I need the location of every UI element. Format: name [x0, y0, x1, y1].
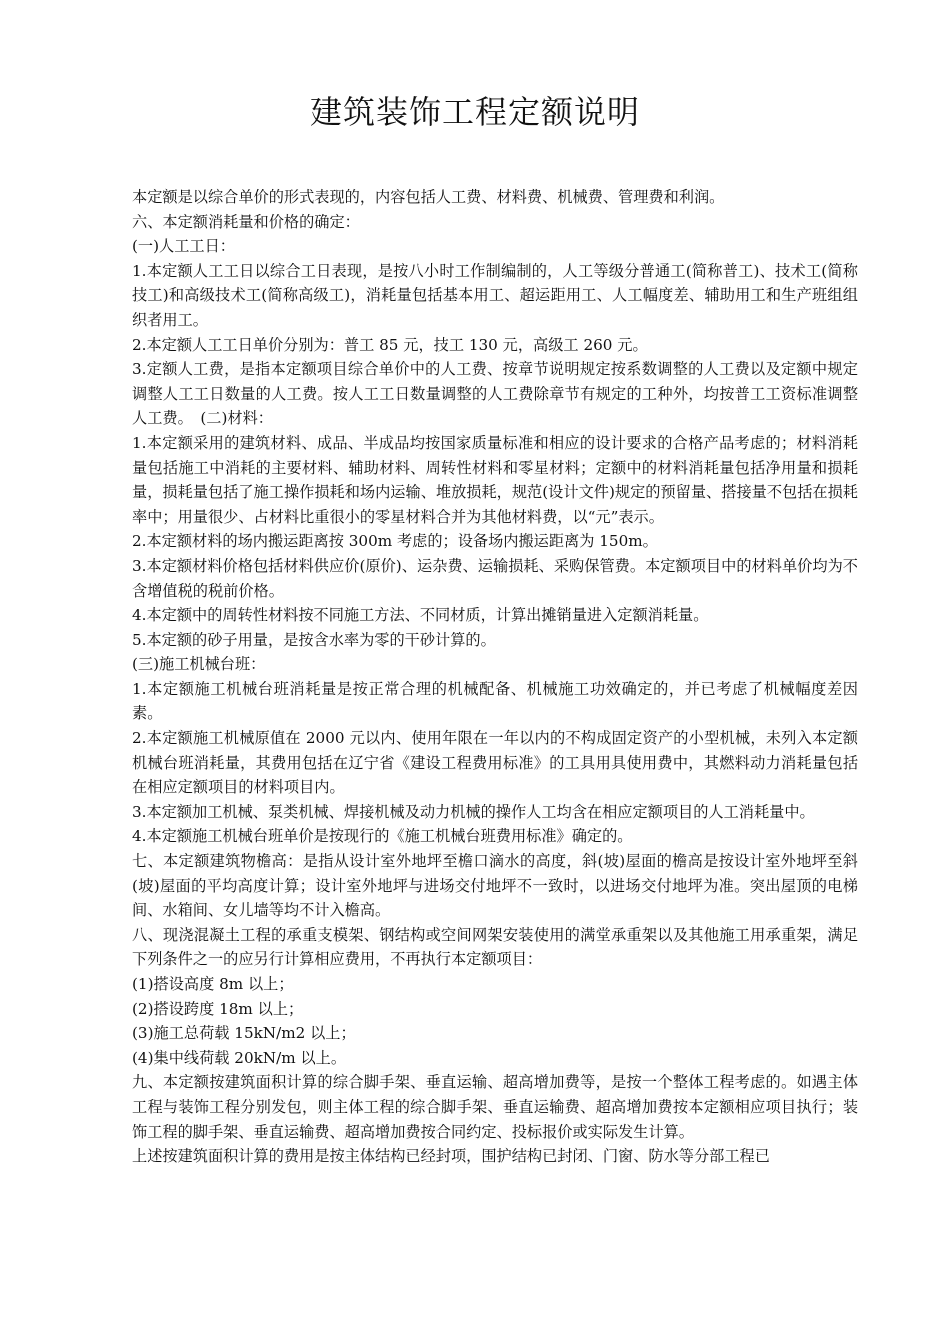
paragraph: 1.本定额施工机械台班消耗量是按正常合理的机械配备、机械施工功效确定的，并已考虑了机械幅度差因素。	[132, 679, 858, 723]
document-title: 建筑装饰工程定额说明	[309, 93, 640, 131]
paragraph: 2.本定额材料的场内搬运距离按 300m 考虑的；设备场内搬运距离为 150m。	[132, 532, 658, 551]
paragraph: (2)搭设跨度 18m 以上；	[132, 999, 304, 1018]
paragraph: 2.本定额施工机械原值在 2000 元以内、使用年限在一年以内的不构成固定资产的小型机械，未列入本定额机械台班消耗量，其费用包括在辽宁省《建设工程费用标准》的工具用具使用费中，其燃料动力消耗量包括在相应定额项目的材料项目内。	[132, 729, 858, 797]
paragraph: 1.本定额人工工日以综合工日表现，是按八小时工作制编制的，人工等级分普通工(简称普工)、技术工(简称技工)和高级技术工(简称高级工)，消耗量包括基本用工、超运距用工、人工幅度差、辅助用工和生产班组组织者用工。	[132, 261, 858, 329]
paragraph: 3.本定额材料价格包括材料供应价(原价)、运杂费、运输损耗、采购保管费。本定额项目中的材料单价均为不含增值税的税前价格。	[132, 556, 858, 600]
paragraph: 3.定额人工费，是指本定额项目综合单价中的人工费、按章节说明规定按系数调整的人工费以及定额中规定调整人工工日数量的人工费。按人工工日数量调整的人工费除章节有规定的工种外，均按普工工资标准调整人工费。 (二)材料：	[132, 360, 858, 428]
paragraph: (一)人工工日：	[132, 237, 235, 256]
paragraph: 4.本定额施工机械台班单价是按现行的《施工机械台班费用标准》确定的。	[132, 827, 633, 846]
document-body	[132, 185, 858, 1169]
paragraph: 八、现浇混凝土工程的承重支模架、钢结构或空间网架安装使用的满堂承重架以及其他施工用承重架，满足下列条件之一的应另行计算相应费用，不再执行本定额项目：	[132, 925, 858, 969]
paragraph: (1)搭设高度 8m 以上；	[132, 975, 294, 993]
paragraph: (4)集中线荷载 20kN/m 以上。	[132, 1048, 347, 1067]
paragraph: 六、本定额消耗量和价格的确定：	[132, 212, 360, 231]
paragraph: 上述按建筑面积计算的费用是按主体结构已经封项，围护结构已封闭、门窗、防水等分部工程已	[132, 1147, 770, 1166]
paragraph: 七、本定额建筑物檐高：是指从设计室外地坪至檐口滴水的高度，斜(坡)屋面的檐高是按设计室外地坪至斜(坡)屋面的平均高度计算；设计室外地坪与进场交付地坪不一致时，以进场交付地坪为准。突出屋顶的电梯间、水箱间、女儿墙等均不计入檐高。	[132, 852, 858, 920]
paragraph: 3.本定额加工机械、泵类机械、焊接机械及动力机械的操作人工均含在相应定额项目的人工消耗量中。	[132, 802, 815, 821]
paragraph: 4.本定额中的周转性材料按不同施工方法、不同材质，计算出摊销量进入定额消耗量。	[132, 606, 709, 625]
paragraph: 5.本定额的砂子用量，是按含水率为零的干砂计算的。	[132, 630, 496, 649]
paragraph: (3)施工总荷载 15kN/m2 以上；	[132, 1024, 356, 1043]
paragraph: 2.本定额人工工日单价分别为：普工 85 元，技工 130 元，高级工 260 元。	[132, 335, 648, 354]
paragraph: 1.本定额采用的建筑材料、成品、半成品均按国家质量标准和相应的设计要求的合格产品考虑的；材料消耗量包括施工中消耗的主要材料、辅助材料、周转性材料和零星材料；定额中的材料消耗量包括净用量和损耗量，损耗量包括了施工操作损耗和场内运输、堆放损耗，规范(设计文件)规定的预留量、搭接量不包括在损耗率中；用量很少、占材料比重很小的零星材料合并为其他材料费，以“元”表示。	[132, 433, 858, 526]
paragraph: 九、本定额按建筑面积计算的综合脚手架、垂直运输、超高增加费等，是按一个整体工程考虑的。如遇主体工程与装饰工程分别发包，则主体工程的综合脚手架、垂直运输费、超高增加费按本定额相应项目执行；装饰工程的脚手架、垂直运输费、超高增加费按合同约定、投标报价或实际发生计算。	[132, 1073, 858, 1141]
paragraph: 本定额是以综合单价的形式表现的，内容包括人工费、材料费、机械费、管理费和利润。	[132, 188, 725, 206]
paragraph: (三)施工机械台班：	[132, 655, 266, 674]
